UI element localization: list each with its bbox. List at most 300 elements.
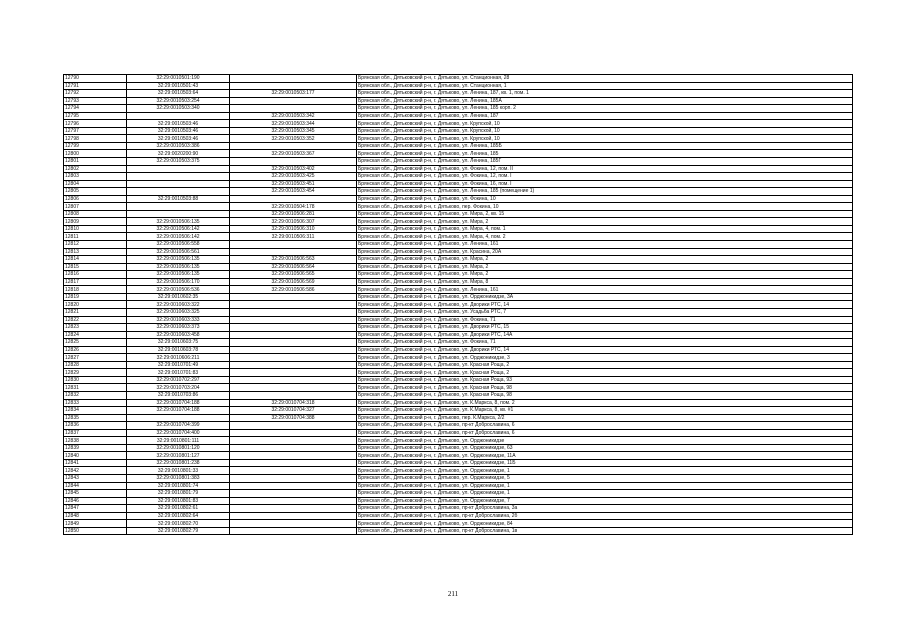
object-cadastral-cell: 32:29:0010506:311 [230, 233, 357, 241]
record-number-cell: 12834 [64, 407, 127, 415]
object-cadastral-cell [230, 158, 357, 166]
table-row [64, 490, 853, 498]
address-cell: Брянская обл., Дятьковский р-н, г. Дятьково, ул. Мира, 4, пом. 1 [357, 225, 853, 233]
address-cell: Брянская обл., Дятьковский р-н, г. Дятьково, ул. Мира, 2, кв. 15 [357, 210, 853, 218]
table-row [64, 324, 853, 332]
address-cell: Брянская обл., Дятьковский р-н, г. Дятьково, ул. Ленина, 161 [357, 286, 853, 294]
object-cadastral-cell [230, 444, 357, 452]
page-number: 211 [447, 590, 459, 598]
parcel-cadastral-cell [127, 173, 230, 181]
record-number-cell: 12849 [64, 520, 127, 528]
address-cell: Брянская обл., Дятьковский р-н, г. Дятьково, ул. Ленина, 185 (помещение 1) [357, 188, 853, 196]
object-cadastral-cell: 32:29:0010503:344 [230, 120, 357, 128]
object-cadastral-cell [230, 490, 357, 498]
record-number-cell: 12843 [64, 474, 127, 482]
parcel-cadastral-cell: 32:29:0010701:83 [127, 369, 230, 377]
object-cadastral-cell [230, 97, 357, 105]
parcel-cadastral-cell: 32:29:0010704:188 [127, 399, 230, 407]
object-cadastral-cell: 32:29:0010503:454 [230, 188, 357, 196]
address-cell: Брянская обл., Дятьковский р-н, г. Дятьково, ул. Усадьба РТС, 7 [357, 308, 853, 316]
parcel-cadastral-cell: 32:29:0010603:322 [127, 301, 230, 309]
object-cadastral-cell [230, 316, 357, 324]
parcel-cadastral-cell: 32:29:0010506:135 [127, 263, 230, 271]
address-cell: Брянская обл., Дятьковский р-н, г. Дятьково, пр-кт Доброславина, 1в [357, 527, 853, 535]
object-cadastral-cell [230, 520, 357, 528]
table-row [64, 203, 853, 211]
address-cell: Брянская обл., Дятьковский р-н, г. Дятьково, ул. Ленина, 185Б [357, 142, 853, 150]
address-cell: Брянская обл., Дятьковский р-н, г. Дятьково, ул. Фокина, 71 [357, 339, 853, 347]
table-row [64, 512, 853, 520]
object-cadastral-cell: 32:29:0010503:342 [230, 112, 357, 120]
record-number-cell: 12808 [64, 210, 127, 218]
record-number-cell: 12791 [64, 82, 127, 90]
address-cell: Брянская обл., Дятьковский р-н, г. Дятьково, ул. Ленина, 185 [357, 150, 853, 158]
parcel-cadastral-cell: 32:29:0010704:400 [127, 429, 230, 437]
parcel-cadastral-cell: 32:29:0010704:188 [127, 407, 230, 415]
table-row [64, 75, 853, 83]
parcel-cadastral-cell: 32:29:0010602:35 [127, 293, 230, 301]
table-row [64, 112, 853, 120]
object-cadastral-cell [230, 308, 357, 316]
table-row [64, 361, 853, 369]
record-number-cell: 12793 [64, 97, 127, 105]
table-row [64, 158, 853, 166]
object-cadastral-cell [230, 391, 357, 399]
address-cell: Брянская обл., Дятьковский р-н, г. Дятьково, ул. Станционная, 28 [357, 75, 853, 83]
object-cadastral-cell [230, 497, 357, 505]
object-cadastral-cell [230, 459, 357, 467]
record-number-cell: 12835 [64, 414, 127, 422]
address-cell: Брянская обл., Дятьковский р-н, г. Дятьково, ул. Красная Роща, 2 [357, 369, 853, 377]
record-number-cell: 12842 [64, 467, 127, 475]
object-cadastral-cell: 32:29:0010704:327 [230, 407, 357, 415]
table-row [64, 210, 853, 218]
record-number-cell: 12841 [64, 459, 127, 467]
parcel-cadastral-cell: 32:29:0010802:61 [127, 505, 230, 513]
object-cadastral-cell: 32:29:0010506:307 [230, 218, 357, 226]
address-cell: Брянская обл., Дятьковский р-н, г. Дятьково, ул. Красная Роща, 93 [357, 376, 853, 384]
address-cell: Брянская обл., Дятьковский р-н, г. Дятьково, ул. Орджоникидзе, 1 [357, 467, 853, 475]
address-cell: Брянская обл., Дятьковский р-н, г. Дятьково, пер. Фокина, 10 [357, 203, 853, 211]
address-cell: Брянская обл., Дятьковский р-н, г. Дятьково, ул. Орджоникидзе, 5 [357, 474, 853, 482]
address-cell: Брянская обл., Дятьковский р-н, г. Дятьково, ул. Мира, 2 [357, 271, 853, 279]
parcel-cadastral-cell: 32:29:0010501:43 [127, 82, 230, 90]
parcel-cadastral-cell: 32:29:0010703:86 [127, 391, 230, 399]
parcel-cadastral-cell: 32:29:0010802:70 [127, 520, 230, 528]
parcel-cadastral-cell [127, 203, 230, 211]
object-cadastral-cell [230, 361, 357, 369]
record-number-cell: 12837 [64, 429, 127, 437]
object-cadastral-cell [230, 527, 357, 535]
table-row [64, 459, 853, 467]
address-cell: Брянская обл., Дятьковский р-н, г. Дятьково, ул. Фокина, 12, пом. II [357, 165, 853, 173]
address-cell: Брянская обл., Дятьковский р-н, г. Дятьково, ул. Мира, 2 [357, 218, 853, 226]
parcel-cadastral-cell: 32:29:0010506:558 [127, 241, 230, 249]
address-cell: Брянская обл., Дятьковский р-н, г. Дятьково, ул. Мира, 2 [357, 263, 853, 271]
address-cell: Брянская обл., Дятьковский р-н, г. Дятьково, ул. Ленина, 185А [357, 97, 853, 105]
address-cell: Брянская обл., Дятьковский р-н, г. Дятьково, пр-кт Доброславина, 6 [357, 429, 853, 437]
address-cell: Брянская обл., Дятьковский р-н, г. Дятьково, ул. Орджоникидзе, 11А [357, 452, 853, 460]
address-cell: Брянская обл., Дятьковский р-н, г. Дятьково, ул. К.Маркса, 8, кв. #1 [357, 407, 853, 415]
object-cadastral-cell: 32:29:0010504:178 [230, 203, 357, 211]
table-row [64, 346, 853, 354]
record-number-cell: 12806 [64, 195, 127, 203]
record-number-cell: 12803 [64, 173, 127, 181]
object-cadastral-cell [230, 452, 357, 460]
address-cell: Брянская обл., Дятьковский р-н, г. Дятьково, ул. Дворики РТС, 14 [357, 346, 853, 354]
parcel-cadastral-cell: 32:29:0010506:135 [127, 218, 230, 226]
object-cadastral-cell [230, 512, 357, 520]
parcel-cadastral-cell: 32:29:0010503:88 [127, 195, 230, 203]
parcel-cadastral-cell: 32:29:0010802:79 [127, 527, 230, 535]
record-number-cell: 12790 [64, 75, 127, 83]
record-number-cell: 12831 [64, 384, 127, 392]
object-cadastral-cell: 32:29:0010506:281 [230, 210, 357, 218]
table-row [64, 301, 853, 309]
record-number-cell: 12832 [64, 391, 127, 399]
table-row [64, 527, 853, 535]
object-cadastral-cell: 32:29:0010503:402 [230, 165, 357, 173]
object-cadastral-cell [230, 482, 357, 490]
table-row [64, 391, 853, 399]
parcel-cadastral-cell: 32:29:0010503:375 [127, 158, 230, 166]
address-cell: Брянская обл., Дятьковский р-н, г. Дятьково, ул. Орджоникидзе, 1 [357, 490, 853, 498]
parcel-cadastral-cell: 32:29:0010506:135 [127, 271, 230, 279]
address-cell: Брянская обл., Дятьковский р-н, г. Дятьково, ул. Дворики РТС, 15 [357, 324, 853, 332]
address-cell: Брянская обл., Дятьковский р-н, г. Дятьково, ул. Дворики РТС, 14А [357, 331, 853, 339]
record-number-cell: 12846 [64, 497, 127, 505]
parcel-cadastral-cell: 32:29:0010603:373 [127, 324, 230, 332]
object-cadastral-cell: 32:29:0010503:367 [230, 150, 357, 158]
table-row [64, 142, 853, 150]
address-cell: Брянская обл., Дятьковский р-н, г. Дятьково, ул. Станционная, 1 [357, 82, 853, 90]
object-cadastral-cell [230, 422, 357, 430]
table-row [64, 82, 853, 90]
parcel-cadastral-cell: 32:29:0010503:254 [127, 97, 230, 105]
table-row [64, 195, 853, 203]
object-cadastral-cell [230, 105, 357, 113]
parcel-cadastral-cell: 32:29:0010503:64 [127, 90, 230, 98]
table-row [64, 308, 853, 316]
table-row [64, 278, 853, 286]
object-cadastral-cell [230, 376, 357, 384]
object-cadastral-cell: 32:29:0010503:352 [230, 135, 357, 143]
object-cadastral-cell [230, 384, 357, 392]
parcel-cadastral-cell: 32:29:0010501:190 [127, 75, 230, 83]
parcel-cadastral-cell: 32:29:0010701:49 [127, 361, 230, 369]
address-cell: Брянская обл., Дятьковский р-н, г. Дятьково, ул. Крупской, 10 [357, 127, 853, 135]
registry-table-body [64, 75, 853, 535]
table-row [64, 369, 853, 377]
table-row [64, 150, 853, 158]
address-cell: Брянская обл., Дятьковский р-н, г. Дятьково, ул. Крупской, 10 [357, 120, 853, 128]
parcel-cadastral-cell: 32:29:0010603:75 [127, 339, 230, 347]
parcel-cadastral-cell: 32:29:0010603:333 [127, 316, 230, 324]
address-cell: Брянская обл., Дятьковский р-н, г. Дятьково, ул. Фокина, 10 [357, 195, 853, 203]
table-row [64, 293, 853, 301]
table-row [64, 407, 853, 415]
parcel-cadastral-cell: 32:29:0010503:46 [127, 127, 230, 135]
table-row [64, 97, 853, 105]
address-cell: Брянская обл., Дятьковский р-н, г. Дятьково, ул. Мира, 8 [357, 278, 853, 286]
table-row [64, 120, 853, 128]
table-row [64, 188, 853, 196]
record-number-cell: 12848 [64, 512, 127, 520]
record-number-cell: 12807 [64, 203, 127, 211]
parcel-cadastral-cell [127, 165, 230, 173]
parcel-cadastral-cell: 32:29:0010503:340 [127, 105, 230, 113]
address-cell: Брянская обл., Дятьковский р-н, г. Дятьково, ул. Орджоникидзе, 63 [357, 444, 853, 452]
table-row [64, 422, 853, 430]
parcel-cadastral-cell [127, 414, 230, 422]
registry-table [63, 74, 853, 535]
record-number-cell: 12825 [64, 339, 127, 347]
parcel-cadastral-cell: 32:29:0010801:111 [127, 437, 230, 445]
table-row [64, 127, 853, 135]
address-cell: Брянская обл., Дятьковский р-н, г. Дятьково, ул. Орджоникидзе, 84 [357, 520, 853, 528]
record-number-cell: 12819 [64, 293, 127, 301]
table-row [64, 444, 853, 452]
table-row [64, 233, 853, 241]
record-number-cell: 12839 [64, 444, 127, 452]
table-row [64, 90, 853, 98]
object-cadastral-cell [230, 142, 357, 150]
parcel-cadastral-cell: 32:29:0010801:74 [127, 482, 230, 490]
parcel-cadastral-cell: 32:29:0010801:383 [127, 474, 230, 482]
address-cell: Брянская обл., Дятьковский р-н, г. Дятьково, ул. Крупской, 10 [357, 135, 853, 143]
record-number-cell: 12844 [64, 482, 127, 490]
object-cadastral-cell [230, 293, 357, 301]
table-row [64, 248, 853, 256]
parcel-cadastral-cell: 32:29:0010506:170 [127, 278, 230, 286]
record-number-cell: 12827 [64, 354, 127, 362]
record-number-cell: 12795 [64, 112, 127, 120]
record-number-cell: 12829 [64, 369, 127, 377]
object-cadastral-cell [230, 248, 357, 256]
parcel-cadastral-cell: 32:29:0010503:46 [127, 120, 230, 128]
parcel-cadastral-cell: 32:29:0010603:458 [127, 331, 230, 339]
address-cell: Брянская обл., Дятьковский р-н, г. Дятьково, ул. Ленина, 161 [357, 241, 853, 249]
table-row [64, 256, 853, 264]
table-row [64, 173, 853, 181]
table-row [64, 263, 853, 271]
parcel-cadastral-cell: 32:29:0010801:120 [127, 444, 230, 452]
parcel-cadastral-cell: 32:29:0010802:64 [127, 512, 230, 520]
object-cadastral-cell: 32:29:0010503:177 [230, 90, 357, 98]
object-cadastral-cell [230, 346, 357, 354]
object-cadastral-cell [230, 195, 357, 203]
address-cell: Брянская обл., Дятьковский р-н, г. Дятьково, ул. Мира, 2 [357, 256, 853, 264]
parcel-cadastral-cell: 32:29:0010702:297 [127, 376, 230, 384]
address-cell: Брянская обл., Дятьковский р-н, г. Дятьково, ул. Орджоникидзе, 11Б [357, 459, 853, 467]
record-number-cell: 12840 [64, 452, 127, 460]
record-number-cell: 12812 [64, 241, 127, 249]
parcel-cadastral-cell: 32:29:0010506:536 [127, 286, 230, 294]
record-number-cell: 12826 [64, 346, 127, 354]
address-cell: Брянская обл., Дятьковский р-н, г. Дятьково, ул. Ленина, 185 корп. 2 [357, 105, 853, 113]
record-number-cell: 12799 [64, 142, 127, 150]
object-cadastral-cell: 32:29:0010704:318 [230, 399, 357, 407]
table-row [64, 135, 853, 143]
address-cell: Брянская обл., Дятьковский р-н, г. Дятьково, ул. Фокина, 12, пом. I [357, 173, 853, 181]
address-cell: Брянская обл., Дятьковский р-н, г. Дятьково, ул. Ленина, 187, кв. 1, пом. 1 [357, 90, 853, 98]
object-cadastral-cell [230, 467, 357, 475]
parcel-cadastral-cell: 32:29:0010703:204 [127, 384, 230, 392]
address-cell: Брянская обл., Дятьковский р-н, г. Дятьково, ул. Орджоникидзе, 3А [357, 293, 853, 301]
record-number-cell: 12792 [64, 90, 127, 98]
table-row [64, 339, 853, 347]
parcel-cadastral-cell [127, 180, 230, 188]
record-number-cell: 12816 [64, 271, 127, 279]
table-row [64, 384, 853, 392]
object-cadastral-cell [230, 369, 357, 377]
address-cell: Брянская обл., Дятьковский р-н, г. Дятьково, ул. Дворики РТС, 14 [357, 301, 853, 309]
parcel-cadastral-cell [127, 112, 230, 120]
record-number-cell: 12838 [64, 437, 127, 445]
object-cadastral-cell: 32:29:0010506:564 [230, 263, 357, 271]
table-row [64, 520, 853, 528]
address-cell: Брянская обл., Дятьковский р-н, г. Дятьково, ул. Фокина, 71 [357, 316, 853, 324]
record-number-cell: 12847 [64, 505, 127, 513]
parcel-cadastral-cell: 32:29:0010603:78 [127, 346, 230, 354]
object-cadastral-cell [230, 331, 357, 339]
object-cadastral-cell [230, 241, 357, 249]
record-number-cell: 12814 [64, 256, 127, 264]
object-cadastral-cell: 32:29:0010704:388 [230, 414, 357, 422]
table-row [64, 316, 853, 324]
address-cell: Брянская обл., Дятьковский р-н, г. Дятьково, ул. Красная Роща, 98 [357, 384, 853, 392]
object-cadastral-cell: 32:29:0010506:563 [230, 256, 357, 264]
parcel-cadastral-cell: 32:29:0010801:238 [127, 459, 230, 467]
table-row [64, 505, 853, 513]
parcel-cadastral-cell: 32:29:0010801:127 [127, 452, 230, 460]
record-number-cell: 12828 [64, 361, 127, 369]
object-cadastral-cell [230, 354, 357, 362]
table-row [64, 414, 853, 422]
record-number-cell: 12845 [64, 490, 127, 498]
address-cell: Брянская обл., Дятьковский р-н, г. Дятьково, ул. Фокина, 16, пом. I [357, 180, 853, 188]
parcel-cadastral-cell: 32:29:0010801:33 [127, 467, 230, 475]
object-cadastral-cell [230, 339, 357, 347]
address-cell: Брянская обл., Дятьковский р-н, г. Дятьково, ул. Красная Роща, 2 [357, 361, 853, 369]
object-cadastral-cell [230, 75, 357, 83]
record-number-cell: 12836 [64, 422, 127, 430]
table-row [64, 218, 853, 226]
record-number-cell: 12811 [64, 233, 127, 241]
table-row [64, 271, 853, 279]
table-row [64, 241, 853, 249]
table-row [64, 105, 853, 113]
record-number-cell: 12833 [64, 399, 127, 407]
parcel-cadastral-cell: 32:29:0010704:399 [127, 422, 230, 430]
parcel-cadastral-cell: 32:29:0020200:90 [127, 150, 230, 158]
address-cell: Брянская обл., Дятьковский р-н, г. Дятьково, ул. Ленина, 187 [357, 112, 853, 120]
record-number-cell: 12805 [64, 188, 127, 196]
table-row [64, 286, 853, 294]
record-number-cell: 12809 [64, 218, 127, 226]
parcel-cadastral-cell: 32:29:0010603:325 [127, 308, 230, 316]
record-number-cell: 12801 [64, 158, 127, 166]
parcel-cadastral-cell: 32:29:0010801:83 [127, 497, 230, 505]
table-row [64, 452, 853, 460]
record-number-cell: 12850 [64, 527, 127, 535]
record-number-cell: 12813 [64, 248, 127, 256]
record-number-cell: 12794 [64, 105, 127, 113]
address-cell: Брянская обл., Дятьковский р-н, г. Дятьково, ул. Ленина, 185Г [357, 158, 853, 166]
object-cadastral-cell: 32:29:0010506:569 [230, 278, 357, 286]
address-cell: Брянская обл., Дятьковский р-н, г. Дятьково, ул. Орджоникидзе [357, 437, 853, 445]
parcel-cadastral-cell: 32:29:0010506:561 [127, 248, 230, 256]
address-cell: Брянская обл., Дятьковский р-н, г. Дятьково, ул. Орджоникидзе, 1 [357, 482, 853, 490]
address-cell: Брянская обл., Дятьковский р-н, г. Дятьково, пр-кт Доброславина, 2б [357, 512, 853, 520]
record-number-cell: 12821 [64, 308, 127, 316]
table-row [64, 399, 853, 407]
address-cell: Брянская обл., Дятьковский р-н, г. Дятьково, пр-кт Доброславина, 6 [357, 422, 853, 430]
object-cadastral-cell [230, 474, 357, 482]
object-cadastral-cell [230, 324, 357, 332]
record-number-cell: 12810 [64, 225, 127, 233]
record-number-cell: 12804 [64, 180, 127, 188]
parcel-cadastral-cell: 32:29:0010503:386 [127, 142, 230, 150]
object-cadastral-cell: 32:29:0010503:451 [230, 180, 357, 188]
parcel-cadastral-cell [127, 210, 230, 218]
record-number-cell: 12800 [64, 150, 127, 158]
table-row [64, 331, 853, 339]
address-cell: Брянская обл., Дятьковский р-н, г. Дятьково, пр-кт Доброславина, 3а [357, 505, 853, 513]
record-number-cell: 12823 [64, 324, 127, 332]
record-number-cell: 12796 [64, 120, 127, 128]
record-number-cell: 12815 [64, 263, 127, 271]
table-row [64, 497, 853, 505]
record-number-cell: 12824 [64, 331, 127, 339]
record-number-cell: 12802 [64, 165, 127, 173]
object-cadastral-cell [230, 429, 357, 437]
table-row [64, 165, 853, 173]
object-cadastral-cell [230, 82, 357, 90]
table-row [64, 225, 853, 233]
table-row [64, 482, 853, 490]
table-row [64, 376, 853, 384]
parcel-cadastral-cell: 32:29:0010506:142 [127, 225, 230, 233]
record-number-cell: 12797 [64, 127, 127, 135]
record-number-cell: 12798 [64, 135, 127, 143]
parcel-cadastral-cell: 32:29:0010503:46 [127, 135, 230, 143]
record-number-cell: 12817 [64, 278, 127, 286]
object-cadastral-cell [230, 437, 357, 445]
record-number-cell: 12822 [64, 316, 127, 324]
address-cell: Брянская обл., Дятьковский р-н, г. Дятьково, ул. Мира, 4, пом. 2 [357, 233, 853, 241]
record-number-cell: 12830 [64, 376, 127, 384]
parcel-cadastral-cell: 32:29:0010606:211 [127, 354, 230, 362]
record-number-cell: 12820 [64, 301, 127, 309]
table-row [64, 429, 853, 437]
table-row [64, 437, 853, 445]
table-row [64, 474, 853, 482]
record-number-cell: 12818 [64, 286, 127, 294]
table-row [64, 180, 853, 188]
address-cell: Брянская обл., Дятьковский р-н, г. Дятьково, ул. К.Маркса, 8, пом. 2 [357, 399, 853, 407]
table-row [64, 467, 853, 475]
address-cell: Брянская обл., Дятьковский р-н, г. Дятьково, пер. К.Маркса, 2/2 [357, 414, 853, 422]
address-cell: Брянская обл., Дятьковский р-н, г. Дятьково, ул. Орджоникидзе, 7 [357, 497, 853, 505]
object-cadastral-cell: 32:29:0010506:565 [230, 271, 357, 279]
table-row [64, 354, 853, 362]
parcel-cadastral-cell: 32:29:0010506:135 [127, 256, 230, 264]
object-cadastral-cell: 32:29:0010506:586 [230, 286, 357, 294]
object-cadastral-cell: 32:29:0010503:425 [230, 173, 357, 181]
address-cell: Брянская обл., Дятьковский р-н, г. Дятьково, ул. Красина, 20А [357, 248, 853, 256]
object-cadastral-cell [230, 301, 357, 309]
